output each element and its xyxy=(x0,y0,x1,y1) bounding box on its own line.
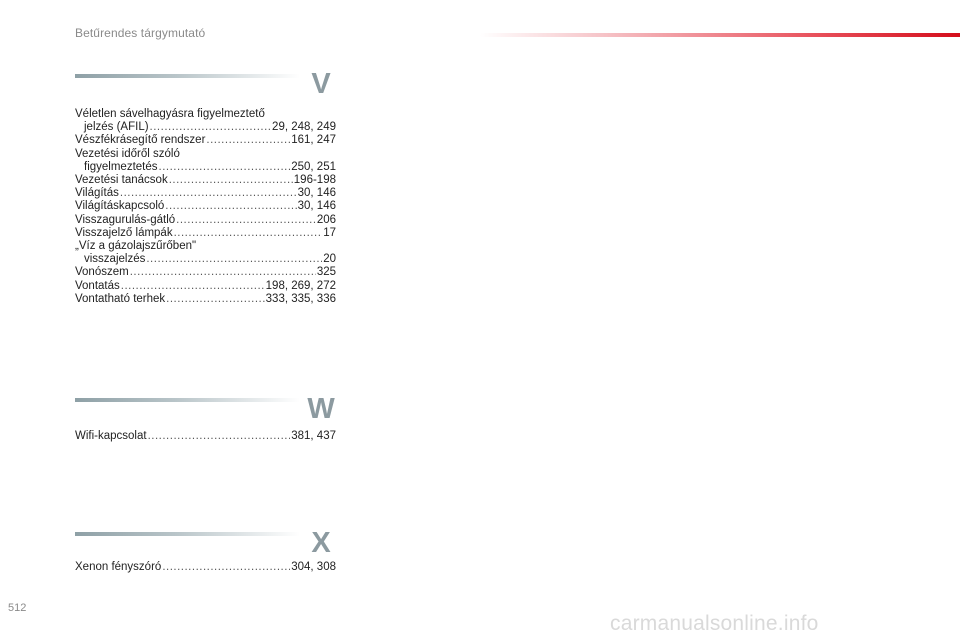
index-entry xyxy=(75,214,336,227)
dot-leader xyxy=(166,293,265,306)
index-term: Világításkapcsoló xyxy=(75,200,165,213)
index-pages: 325 xyxy=(316,266,336,279)
index-entry xyxy=(75,240,336,253)
index-term: „Víz a gázolajszűrőben" xyxy=(75,240,197,253)
index-pages: 161, 247 xyxy=(291,134,336,147)
header-accent-rule xyxy=(480,33,960,37)
index-term: Véletlen sávelhagyásra figyelmeztető xyxy=(75,108,265,120)
index-pages: 250, 251 xyxy=(291,160,336,173)
dot-leader xyxy=(165,200,296,213)
page-header-title: Betűrendes tárgymutató xyxy=(75,26,206,40)
dot-leader xyxy=(162,561,290,574)
index-pages: 29, 248, 249 xyxy=(272,121,336,134)
dot-leader xyxy=(159,161,291,174)
index-term: Wifi-kapcsolat xyxy=(75,430,147,442)
index-pages: 206 xyxy=(316,213,336,226)
index-term: Vezetési időről szóló xyxy=(75,147,180,160)
index-pages: 333, 335, 336 xyxy=(265,292,336,305)
section-divider-w xyxy=(75,398,300,402)
index-term: Xenon fényszóró xyxy=(75,561,162,573)
index-list-v xyxy=(75,108,336,306)
index-pages: 304, 308 xyxy=(291,561,336,573)
index-entry xyxy=(75,280,336,293)
index-entry xyxy=(75,174,336,187)
index-entry xyxy=(75,227,336,240)
index-term: Vontatható terhek xyxy=(75,292,166,305)
dot-leader xyxy=(120,187,297,200)
section-letter-w: W xyxy=(307,393,335,425)
dot-leader xyxy=(121,280,265,293)
section-divider-x xyxy=(75,532,300,536)
index-pages: 17 xyxy=(323,226,336,239)
index-entry xyxy=(75,134,336,147)
dot-leader xyxy=(169,174,293,187)
index-term: Vezetési tanácsok xyxy=(75,174,168,187)
index-entry xyxy=(75,200,336,213)
dot-leader xyxy=(174,227,323,240)
index-pages: 198, 269, 272 xyxy=(265,279,336,292)
index-entry xyxy=(75,253,336,266)
index-entry xyxy=(75,293,336,306)
index-entry xyxy=(75,266,336,279)
index-term: Visszajelző lámpák xyxy=(75,226,173,239)
index-entry xyxy=(75,108,336,121)
index-entry xyxy=(75,561,336,574)
index-term: visszajelzés xyxy=(84,253,146,266)
index-pages: 30, 146 xyxy=(297,200,336,213)
index-term: Vészfékrásegítő rendszer xyxy=(75,134,206,147)
index-entry xyxy=(75,187,336,200)
section-letter-v: V xyxy=(311,68,331,100)
index-pages: 20 xyxy=(323,253,336,266)
dot-leader xyxy=(176,214,316,227)
index-entry xyxy=(75,148,336,161)
index-term: jelzés (AFIL) xyxy=(84,121,149,134)
index-term: Vonószem xyxy=(75,266,129,279)
index-entry xyxy=(75,430,336,443)
index-pages: 196-198 xyxy=(293,174,336,187)
dot-leader xyxy=(146,253,322,266)
dot-leader xyxy=(148,430,291,443)
dot-leader xyxy=(206,134,290,147)
index-entry xyxy=(75,161,336,174)
site-watermark: carmanualsonline.info xyxy=(610,612,819,635)
page-number: 512 xyxy=(8,602,27,614)
section-divider-v xyxy=(75,74,300,78)
index-term: figyelmeztetés xyxy=(84,160,158,173)
index-term: Visszagurulás-gátló xyxy=(75,213,176,226)
index-pages: 381, 437 xyxy=(291,430,336,442)
index-term: Világítás xyxy=(75,187,119,200)
dot-leader xyxy=(130,266,316,279)
index-entry xyxy=(75,121,336,134)
index-term: Vontatás xyxy=(75,279,120,292)
index-list-w xyxy=(75,430,336,443)
index-list-x xyxy=(75,561,336,574)
dot-leader xyxy=(150,121,272,134)
section-letter-x: X xyxy=(311,527,331,559)
index-pages: 30, 146 xyxy=(297,187,336,200)
